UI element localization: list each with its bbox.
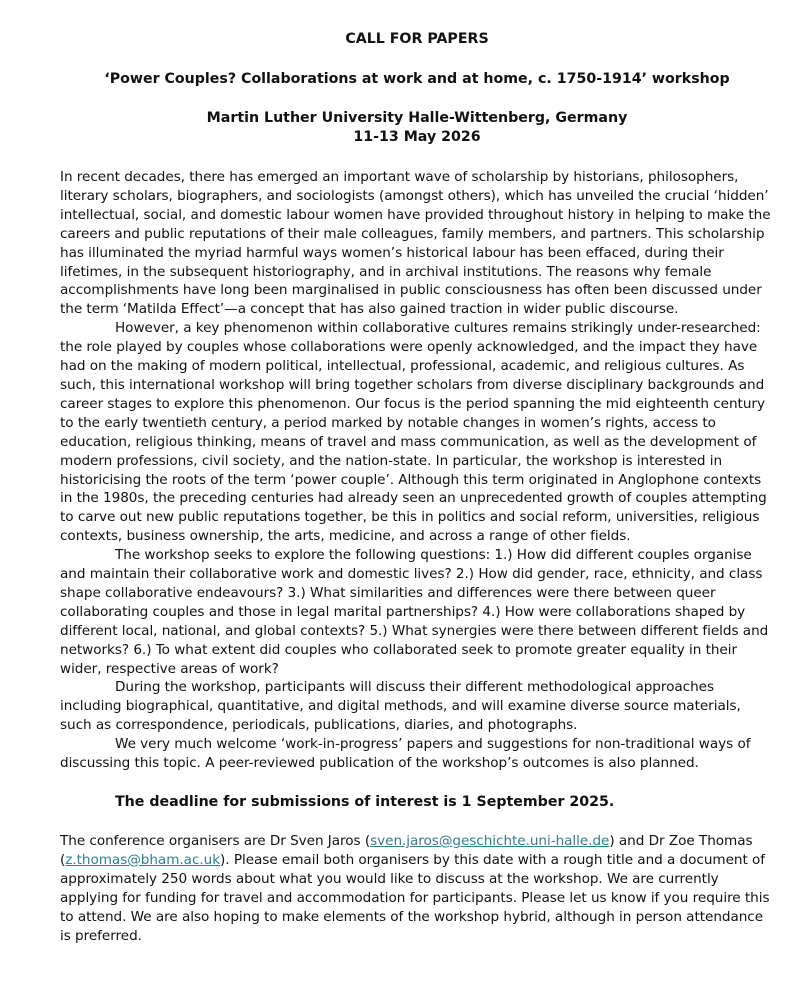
paragraph-welcome: We very much welcome ‘work-in-progress’ papers and suggestions for non-traditional ways of discussing this topic. A peer-reviewed publication of the workshop’s outcomes is also planned. [60,736,751,772]
deadline-notice: The deadline for submissions of interest is 1 September 2025. [115,794,615,810]
body-section [60,168,774,773]
organisers-text-2: ) and Dr Zoe Thomas ( [60,833,753,868]
email-link-jaros[interactable]: sven.jaros@geschichte.uni-halle.de [370,833,610,849]
paragraph-questions: The workshop seeks to explore the following questions: 1.) How did different couples organise and maintain their collaborative work and domestic lives? 2.) How did gender, race, ethnicity, and class shape collaborative endeavours? 3.) What similarities and differences were there between queer collaborating couples and those in legal marital partnerships? 4.) How were collaborations shaped by different local, national, and global contexts? 5.) What synergies were there between different fields and networks? 6.) To what extent did couples who collaborated seek to promote greater equality in their wider, respective areas of work? [60,547,769,677]
workshop-title: ‘Power Couples? Collaborations at work and at home, c. 1750-1914’ workshop [104,71,730,87]
organisers-paragraph [60,832,774,945]
paragraph-methods: During the workshop, participants will discuss their different methodological approaches including biographical, quantitative, and digital methods, and will examine diverse source materials, such as correspondence, periodicals, publications, diaries, and photographs. [60,679,741,734]
paragraph-intro: In recent decades, there has emerged an important wave of scholarship by historians, philosophers, literary scholars, biographers, and sociologists (amongst others), which has unveiled the crucial ‘hidden’ intellectual, social, and domestic labour women have provided throughout history in helping to make the careers and public reputations of their male colleagues, family members, and partners. This scholarship has illuminated the myriad harmful ways women’s historical labour has been effaced, during their lifetimes, in the subsequent historiography, and in archival institutions. The reasons why female accomplishments have long been marginalised in public consciousness has often been discussed under the term ‘Matilda Effect’—a concept that has also gained traction in wider public discourse. [60,169,771,318]
organisers-text-1: The conference organisers are Dr Sven Jaros ( [60,833,371,849]
paragraph-focus: However, a key phenomenon within collaborative cultures remains strikingly under-researched: the role played by couples whose collaborations were openly acknowledged, and the impact they have had on the making of modern political, intellectual, professional, academic, and religious cultures. As such, this international workshop will bring together scholars from diverse disciplinary backgrounds and career stages to explore this phenomenon. Our focus is the period spanning the mid eighteenth century to the early twentieth century, a period marked by notable changes in women’s rights, access to education, religious thinking, means of travel and mass communication, as well as the development of modern professions, civil society, and the nation-state. In particular, the workshop is interested in historicising the roots of the term ‘power couple’. Although this term originated in Anglophone contexts in the 1980s, the preceding centuries had already seen an unprecedented growth of couples attempting to carve out new public reputations together, be this in politics and social reform, universities, religious contexts, business ownership, the arts, medicine, and across a range of other fields. [60,320,767,545]
dates-line: 11-13 May 2026 [353,129,481,145]
organisers-text-3: ). Please email both organisers by this date with a rough title and a document of approximately 250 words about what you would like to discuss at the workshop. We are currently applying for funding for travel and accommodation for participants. Please let us know if you require this to attend. We are also hoping to make elements of the workshop hybrid, although in person attendance is preferred. [60,851,770,944]
email-link-thomas[interactable]: z.thomas@bham.ac.uk [65,851,221,868]
call-heading: CALL FOR PAPERS [345,31,489,47]
venue-line: Martin Luther University Halle-Wittenberg, Germany [206,110,628,126]
